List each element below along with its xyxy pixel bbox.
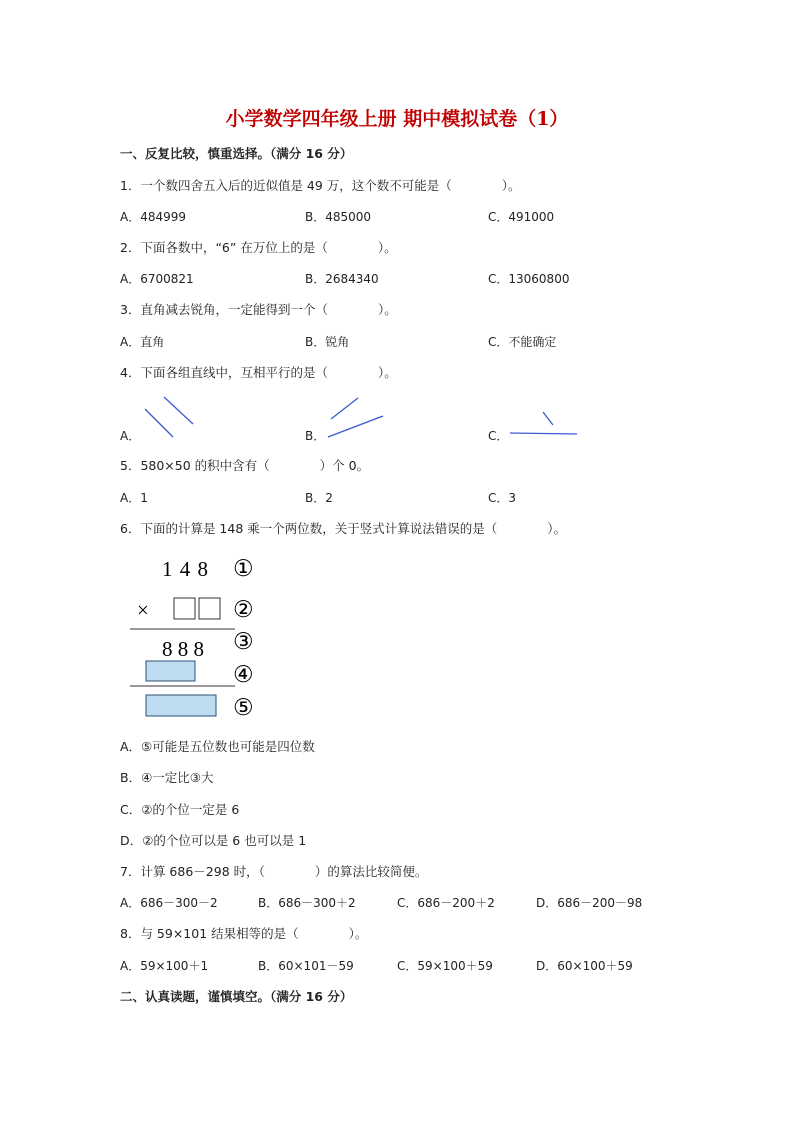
q4-figure-c-lines: [510, 412, 577, 434]
partial-product-888: 8 8 8: [162, 637, 204, 661]
q5-option-c[interactable]: C．3: [488, 491, 517, 505]
marker-5: ⑤: [233, 695, 254, 720]
question-2: 2．下面各数中，“6” 在万位上的是（ ）。: [120, 240, 397, 255]
question-6: 6．下面的计算是 148 乘一个两位数，关于竖式计算说法错误的是（ ）。: [120, 521, 567, 536]
section-1-heading: 一、反复比较，慎重选择。（满分 16 分）: [120, 146, 353, 161]
q7-option-c[interactable]: C．686－200＋2: [397, 896, 495, 910]
question-1: 1．一个数四舍五入后的近似值是 49 万，这个数不可能是（ ）。: [120, 178, 521, 193]
marker-3: ③: [233, 629, 254, 654]
q7-option-b[interactable]: B．686－300＋2: [258, 896, 356, 910]
q6-option-a[interactable]: A．⑤可能是五位数也可能是四位数: [120, 739, 315, 754]
q2-option-a[interactable]: A．6700821: [120, 272, 194, 286]
q8-option-c[interactable]: C．59×100＋59: [397, 959, 493, 973]
q2-option-b[interactable]: B．2684340: [305, 272, 379, 286]
marker-2: ②: [233, 597, 254, 622]
q1-option-b[interactable]: B．485000: [305, 210, 372, 224]
question-4: 4．下面各组直线中，互相平行的是（ ）。: [120, 365, 397, 380]
q6-option-b[interactable]: B．④一定比③大: [120, 770, 214, 785]
blank-digit-tens[interactable]: [174, 598, 195, 619]
q4-line-figures: [0, 0, 794, 450]
q6-option-d[interactable]: D．②的个位可以是 6 也可以是 1: [120, 833, 307, 848]
section-2-heading: 二、认真读题，谨慎填空。（满分 16 分）: [120, 989, 353, 1004]
blank-digit-ones[interactable]: [199, 598, 220, 619]
q4-figure-b-lines: [328, 398, 383, 437]
q3-option-b[interactable]: B．锐角: [305, 335, 350, 349]
marker-4: ④: [233, 662, 254, 687]
q1-option-c[interactable]: C．491000: [488, 210, 555, 224]
q6-option-c[interactable]: C．②的个位一定是 6: [120, 802, 240, 817]
q3-option-a[interactable]: A．直角: [120, 335, 165, 349]
question-7: 7．计算 686－298 时，（ ）的算法比较简便。: [120, 864, 428, 879]
q8-option-b[interactable]: B．60×101－59: [258, 959, 354, 973]
question-8: 8．与 59×101 结果相等的是（ ）。: [120, 926, 368, 941]
multiplicand-148: 1 4 8: [162, 557, 209, 581]
q5-option-a[interactable]: A．1: [120, 491, 148, 505]
times-sign: ×: [137, 598, 149, 622]
q4-option-b[interactable]: B．: [305, 429, 326, 443]
q4-option-a[interactable]: A．: [120, 429, 141, 443]
q4-figure-a-lines: [145, 397, 193, 437]
final-product-box: [146, 695, 216, 716]
question-5: 5．580×50 的积中含有（ ）个 0。: [120, 458, 370, 473]
q5-option-b[interactable]: B．2: [305, 491, 333, 505]
q2-option-c[interactable]: C．13060800: [488, 272, 570, 286]
q3-option-c[interactable]: C．不能确定: [488, 335, 557, 349]
marker-1: ①: [233, 556, 254, 581]
page-title: 小学数学四年级上册 期中模拟试卷（1）: [225, 108, 569, 130]
q1-option-a[interactable]: A．484999: [120, 210, 187, 224]
q7-option-d[interactable]: D．686－200－98: [536, 896, 643, 910]
vertical-multiplication-figure: [120, 548, 280, 726]
q8-option-d[interactable]: D．60×100＋59: [536, 959, 633, 973]
q8-option-a[interactable]: A．59×100＋1: [120, 959, 209, 973]
q7-option-a[interactable]: A．686－300－2: [120, 896, 218, 910]
partial-product-4-box: [146, 661, 195, 681]
q4-option-c[interactable]: C．: [488, 429, 509, 443]
question-3: 3．直角减去锐角，一定能得到一个（ ）。: [120, 302, 397, 317]
